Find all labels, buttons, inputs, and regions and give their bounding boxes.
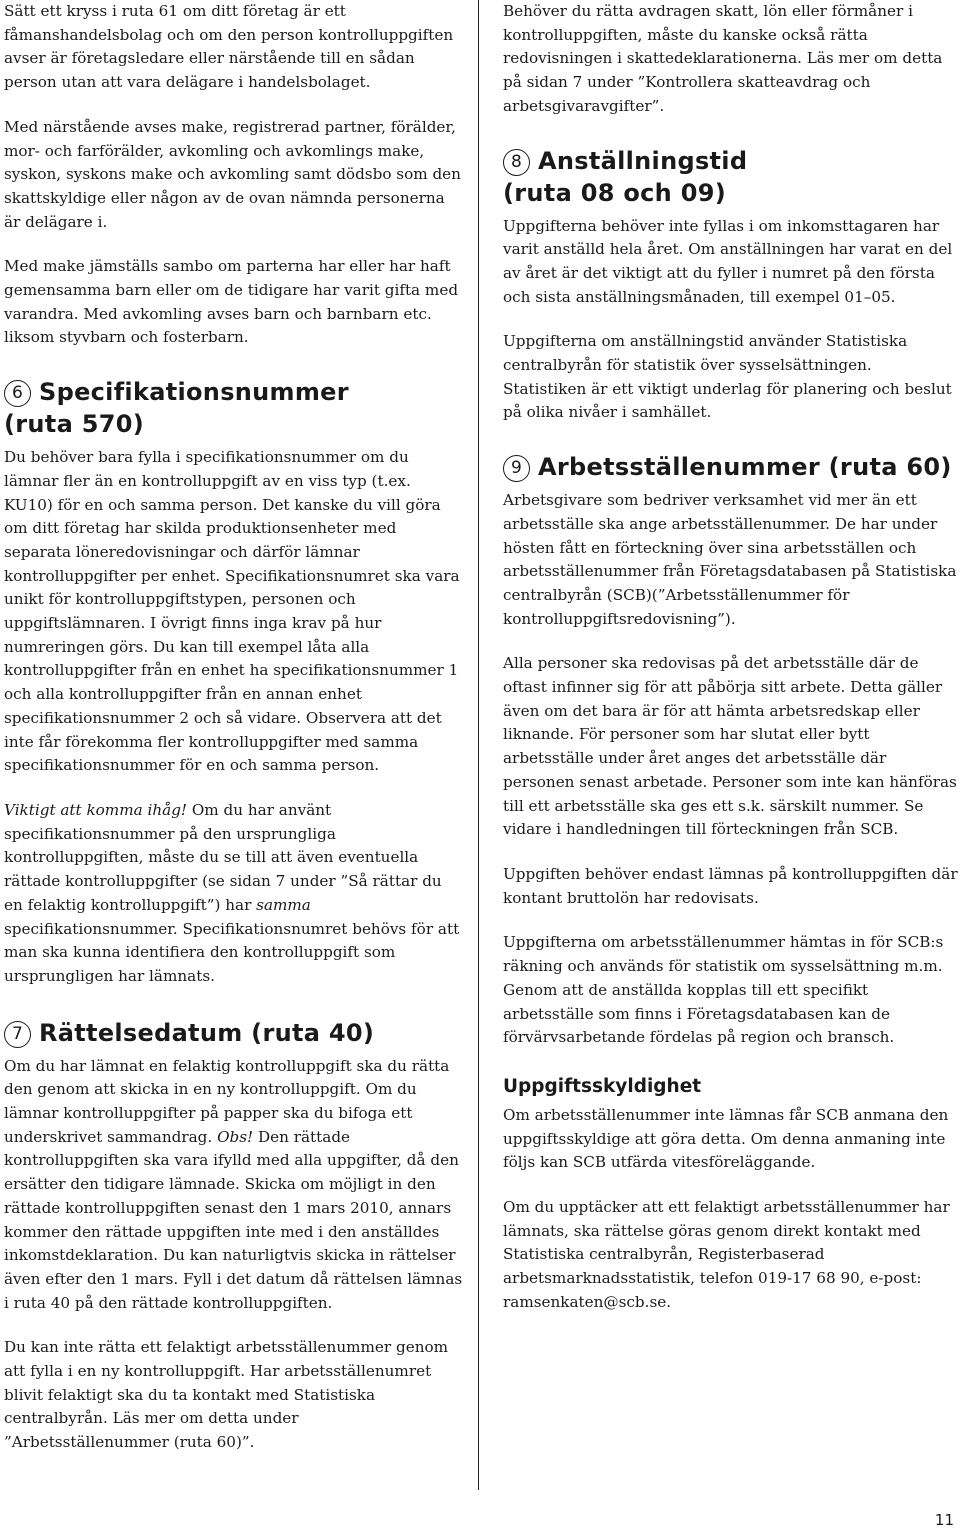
paragraph-famansbolag: Sätt ett kryss i ruta 61 om ditt företag är ett fåmanshandelsbolag och om den person kontrolluppgiften avser är företagsledare eller närstående till en sådan person utan att vara delägare i handelsbolaget. [4, 2, 454, 92]
paragraph-anstallning-1: Uppgifterna behöver inte fyllas i om inkomsttagaren har varit anställd hela året. Om anställningen har varat en del av året är det viktigt att du fyller i numret på den första och sista anställningsmånaden, till exempel 01–05. [503, 216, 953, 306]
heading-anstallningstid-line2: (ruta 08 och 09) [503, 178, 726, 207]
heading-rattelsedatum-text: Rättelsedatum (ruta 40) [39, 1018, 375, 1047]
section-number-9: 9 [503, 455, 530, 482]
paragraph-narstaende: Med närstående avses make, registrerad partner, förälder, mor- och farförälder, avkomling och avkomlings make, syskon, syskons make och avkomling samt dödsbo som den skattskyldige eller någon av de ovan nämnda personerna är delägare i. [4, 117, 461, 231]
heading-uppgiftsskyldighet: Uppgiftsskyldighet [503, 1075, 702, 1097]
emphasis-obs: Obs! [217, 1127, 254, 1146]
paragraph-specifikation-2: Viktigt att komma ihåg! Om du har använt specifikationsnummer på den ursprungliga kontrolluppgiften, måste du se till att även eventuella rättade kontrolluppgifter (se sidan 7 under ”Så rättar du en felaktig kontrolluppgift”) har samma specifikationsnummer. Specifikationsnumret behövs för att man ska kunna identifiera den kontrolluppgift som ursprungligen har lämnats. [4, 800, 460, 985]
heading-specifikationsnummer-line2: (ruta 570) [4, 410, 144, 439]
paragraph-rattelse-2: Du kan inte rätta ett felaktigt arbetsställenummer genom att fylla i en ny kontrolluppgift. Har arbetsställenumret blivit felaktigt ska du ta kontakt med Statistiska centralbyrån. Läs mer om detta under ”Arbetsställenummer (ruta 60)”. [4, 1338, 449, 1452]
paragraph-arbetsstalle-4: Uppgifterna om arbetsställenummer hämtas in för SCB:s räkning och används för statistik om sysselsättning m.m. Genom att de anställda kopplas till ett specifikt arbetsställe som finns i Företagsdatabasen kan de förvärvsarbetande fördelas på region och bransch. [503, 933, 944, 1047]
section-number-6: 6 [4, 380, 31, 407]
paragraph-ratta-avdrag: Behöver du rätta avdragen skatt, lön eller förmåner i kontrolluppgiften, måste du kanske också rätta redovisningen i skattedeklarationerna. Läs mer om detta på sidan 7 under ”Kontrollera skatteavdrag och arbetsgivaravgifter”. [503, 2, 943, 115]
paragraph-make: Med make jämställs sambo om parterna har eller har haft gemensamma barn eller om de tidigare har varit gifta med varandra. Med avkomling avses barn och barnbarn etc. liksom styvbarn och fosterbarn. [4, 257, 459, 347]
paragraph-arbetsstalle-1: Arbetsgivare som bedriver verksamhet vid mer än ett arbetsställe ska ange arbetsställenummer. De har under hösten fått en förteckning över sina arbetsställen och arbetsställenummer från Företagsdatabasen på Statistiska centralbyrån (SCB)(”Arbetsställenummer för kontrolluppgiftsredovisning”). [503, 491, 957, 628]
paragraph-uppgiftsskyldighet-1: Om arbetsställenummer inte lämnas får SCB anmana den uppgiftsskyldige att göra detta. Om denna anmaning inte följs kan SCB utfärda vitesföreläggande. [503, 1105, 949, 1172]
heading-anstallningstid [503, 145, 958, 209]
page-number: 11 [934, 1511, 954, 1529]
section-number-7: 7 [4, 1021, 31, 1048]
right-column [503, 0, 958, 1315]
paragraph-uppgiftsskyldighet-2: Om du upptäcker att ett felaktigt arbetsställenummer har lämnats, ska rättelse göras genom direkt kontakt med Statistiska centralbyrån, Registerbaserad arbetsmarknadsstatistik, telefon 019-17 68 90, e-post: ramsenkaten@scb.se. [503, 1198, 950, 1311]
paragraph-specifikation-1: Du behöver bara fylla i specifikationsnummer om du lämnar fler än en kontrolluppgift av en viss typ (t.ex. KU10) för en och samma person. Det kanske du vill göra om ditt företag har skilda produktionsenheter med separata löneredovisningar och därför lämnar kontrolluppgifter per enhet. Specifikationsnumret ska vara unikt för kontrolluppgiftstypen, personen och uppgiftslämnaren. I övrigt finns inga krav på hur numreringen görs. Du kan till exempel låta alla kontrolluppgifter från en enhet ha specifikationsnummer 1 och alla kontrolluppgifter från en annan enhet specifikationsnummer 2 och så vidare. Observera att det inte får förekomma fler kontrolluppgifter med samma specifikationsnummer för en och samma person. [4, 448, 460, 775]
emphasis-viktigt: Viktigt att komma ihåg! [4, 800, 188, 819]
paragraph-rattelse-1: Om du har lämnat en felaktig kontrolluppgift ska du rätta den genom att skicka in en ny kontrolluppgift. Om du lämnar kontrolluppgifter på papper ska du bifoga ett underskrivet sammandrag. Obs! Den rättade kontrolluppgiften ska vara ifylld med alla uppgifter, då den ersätter den tidigare lämnade. Skicka om möjligt in den rättade kontrolluppgiften senast den 1 mars 2010, annars kommer den rättade uppgiften inte med i den anställdes inkomstdeklaration. Du kan naturligtvis skicka in rättelser även efter den 1 mars. Fyll i det datum då rättelsen lämnas i ruta 40 på den rättade kontrolluppgiften. [4, 1056, 463, 1312]
paragraph-anstallning-2: Uppgifterna om anställningstid använder Statistiska centralbyrån för statistik över sysselsättningen. Statistiken är ett viktigt underlag för planering och beslut på olika nivåer i samhället. [503, 332, 952, 422]
paragraph-arbetsstalle-2: Alla personer ska redovisas på det arbetsställe där de oftast infinner sig för att påbörja sitt arbete. Detta gäller även om det bara är för att hämta arbetsredskap eller liknande. För personer som har slutat eller bytt arbetsställe under året anges det arbetsställe där personen senast arbetade. Personer som inte kan hänföras till ett arbetsställe ska ges ett s.k. särskilt nummer. Se vidare i handledningen till förteckningen från SCB. [503, 654, 957, 839]
heading-specifikationsnummer [4, 376, 464, 440]
heading-arbetsstallenummer [503, 451, 958, 483]
heading-rattelsedatum [4, 1017, 464, 1049]
heading-arbetsstallenummer-text: Arbetsställenummer (ruta 60) [538, 453, 952, 482]
left-column [4, 0, 464, 1455]
heading-anstallningstid-line1: Anställningstid [538, 146, 748, 175]
column-divider [478, 0, 479, 1490]
emphasis-samma: samma [256, 895, 311, 914]
heading-specifikationsnummer-line1: Specifikationsnummer [39, 378, 349, 407]
section-number-8: 8 [503, 149, 530, 176]
paragraph-arbetsstalle-3: Uppgiften behöver endast lämnas på kontrolluppgiften där kontant bruttolön har redovisats. [503, 864, 958, 907]
